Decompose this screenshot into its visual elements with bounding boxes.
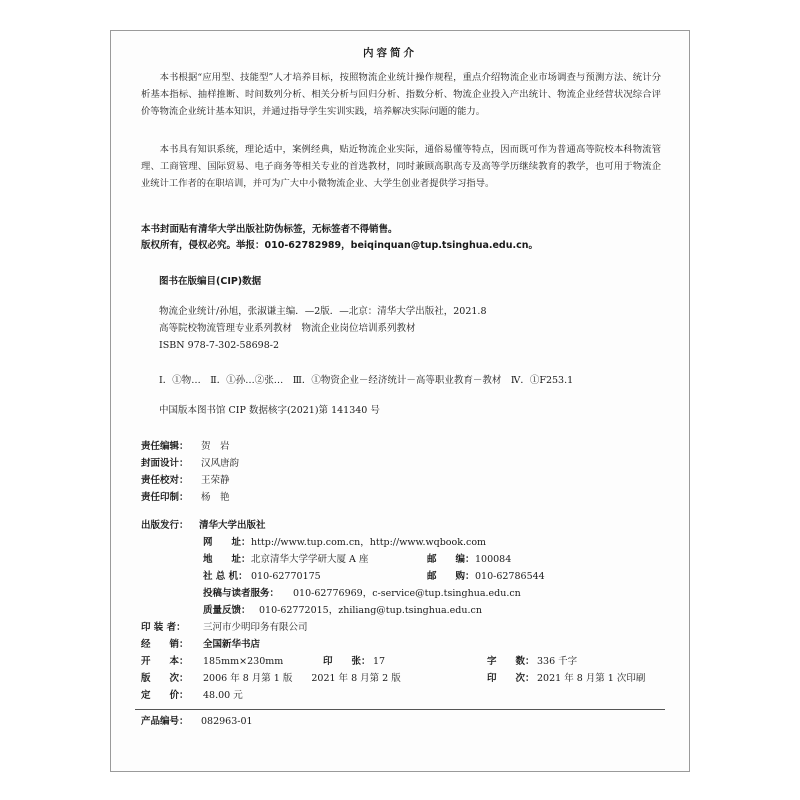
intro-paragraph-2: 本书具有知识系统，理论适中，案例经典，贴近物流企业实际，通俗易懂等特点，因而既可作为普通高等院校本科物流管理、工商管理、国际贸易、电子商务等相关专业的首选教材，同时兼顾高职高专及高等学历继续教育的教学，也可用于物流企业统计工作者的在职培训，并可为广大中小微物流企业、大学生创业者提供学习指导。 [141,144,661,189]
sheets-value: 17 [373,656,386,667]
website-value: http://www.tup.com.cn，http://www.wqbook.com [251,537,487,548]
cip-isbn: ISBN 978-7-302-58698-2 [159,340,279,351]
quality-feedback-value: 010-62772015，zhiliang@tup.tsinghua.edu.cn [259,605,482,616]
website-label: 网 址： [203,537,251,548]
reader-service-value: 010-62776969，c-service@tup.tsinghua.edu.cn [293,588,521,599]
publisher-name: 清华大学出版社 [199,520,266,531]
distributor-label: 经 销： [141,639,189,650]
price-label: 定 价： [141,690,189,701]
cip-classification: Ⅰ．①物… Ⅱ．①孙…②张… Ⅲ．①物资企业－经济统计－高等职业教育－教材 Ⅳ．①F253.1 [159,375,574,386]
printer-label: 印 装 者： [141,622,186,633]
product-number-value: 082963-01 [201,716,253,727]
word-count-label: 字 数： [487,656,535,667]
impression-value: 2021 年 8 月第 1 次印刷 [537,673,646,684]
cip-heading: 图书在版编目(CIP)数据 [159,276,262,287]
print-manager-value: 杨 艳 [201,492,230,503]
address-value: 北京清华大学学研大厦 A 座 [251,554,369,565]
cip-record-number: 中国版本图书馆 CIP 数据核字(2021)第 141340 号 [159,405,380,416]
cip-line-1: 物流企业统计/孙旭，张淑谦主编．—2版．—北京：清华大学出版社，2021.8 [159,306,487,317]
distributor-value: 全国新华书店 [203,639,261,650]
intro-paragraph-1: 本书根据“应用型、技能型”人才培养目标，按照物流企业统计操作规程，重点介绍物流企业市场调查与预测方法、统计分析基本指标、抽样推断、时间数列分析、相关分析与回归分析、指数分析、物流企业投入产出统计、物流企业经营状况综合评价等物流企业统计基本知识，并通过指导学生实训实践，培养解决实际问题的能力。 [141,72,661,117]
address-label: 地 址： [203,554,251,565]
postcode-label: 邮 编： [427,554,475,565]
publisher-label: 出版发行： [141,520,189,531]
edition-value: 2006 年 8 月第 1 版 2021 年 8 月第 2 版 [203,673,401,684]
mail-order-label: 邮 购： [427,571,475,582]
switchboard-label: 社 总 机： [203,571,248,582]
cip-line-2: 高等院校物流管理专业系列教材 物流企业岗位培训系列教材 [159,323,416,334]
format-value: 185mm×230mm [203,656,284,667]
print-manager-label: 责任印制： [141,492,189,503]
postcode-value: 100084 [475,554,512,565]
printer-value: 三河市少明印务有限公司 [203,622,308,633]
intro-title: 内容简介 [363,47,417,59]
word-count-value: 336 千字 [537,656,578,667]
editor-value: 贺 岩 [201,441,230,452]
cover-design-label: 封面设计： [141,458,189,469]
impression-label: 印 次： [487,673,535,684]
edition-label: 版 次： [141,673,189,684]
product-number-label: 产品编号： [141,716,189,727]
anti-counterfeit-notice: 本书封面贴有清华大学出版社防伪标签，无标签者不得销售。 [141,224,398,235]
proofreader-value: 王荣静 [201,475,230,486]
proofreader-label: 责任校对： [141,475,189,486]
editor-label: 责任编辑： [141,441,189,452]
sheets-label: 印 张： [323,656,371,667]
divider-line [135,709,665,710]
format-label: 开 本： [141,656,189,667]
cover-design-value: 汉风唐韵 [201,458,240,469]
copyright-report-line: 版权所有，侵权必究。举报：010-62782989，beiqinquan@tup.tsinghua.edu.cn。 [141,240,538,251]
price-value: 48.00 元 [203,690,243,701]
copyright-page [110,30,690,772]
mail-order-value: 010-62786544 [475,571,545,582]
reader-service-label: 投稿与读者服务： [203,588,280,599]
quality-feedback-label: 质量反馈： [203,605,251,616]
switchboard-value: 010-62770175 [251,571,321,582]
